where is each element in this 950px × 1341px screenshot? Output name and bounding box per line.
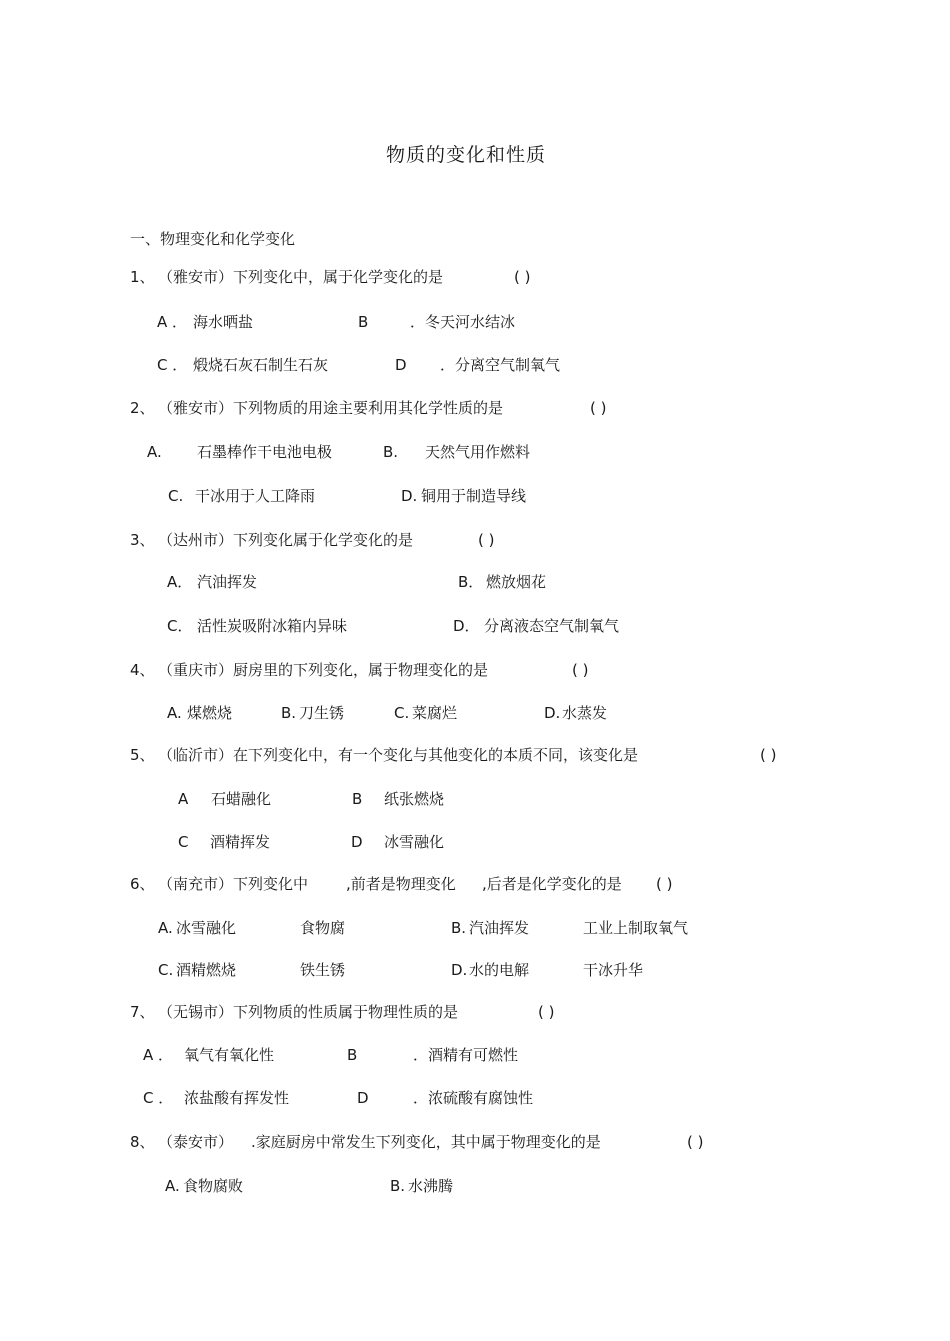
question-stem: （重庆市）厨房里的下列变化，属于物理变化的是	[158, 661, 489, 679]
option-text: ．酒精有可燃性	[413, 1046, 519, 1064]
option-text: 海水晒盐	[193, 313, 254, 331]
option-letter: B.	[383, 443, 399, 461]
option-text: 汽油挥发	[197, 573, 258, 591]
option-letter: D．	[453, 617, 480, 635]
option-letter: C ．	[143, 1089, 174, 1107]
option-text: 冰雪融化	[384, 833, 445, 851]
option-letter: A ．	[143, 1046, 174, 1064]
answer-paren: ( )	[656, 875, 673, 893]
option-text: 铜用于制造导线	[421, 487, 527, 505]
section-heading: 一、物理变化和化学变化	[130, 230, 296, 248]
option-text-2: 铁生锈	[300, 961, 346, 979]
option-text: 石蜡融化	[211, 790, 272, 808]
option-text: 酒精燃烧	[176, 961, 237, 979]
option-text: 分离液态空气制氧气	[484, 617, 620, 635]
option-letter: A ．	[157, 313, 188, 331]
option-letter: B	[358, 313, 369, 331]
option-text: 食物腐败	[183, 1177, 244, 1195]
option-letter: C ．	[157, 356, 188, 374]
option-letter: A.	[147, 443, 162, 461]
question-number: 1、	[130, 268, 155, 286]
question-stem-part: ,前者是物理变化	[346, 875, 456, 893]
option-text-2: 工业上制取氧气	[583, 919, 689, 937]
option-text: 氧气有氧化性	[184, 1046, 275, 1064]
page-title: 物质的变化和性质	[386, 144, 547, 166]
option-letter: B	[347, 1046, 358, 1064]
question-number: 2、	[130, 399, 155, 417]
option-letter: A.	[158, 919, 173, 937]
question-stem: （达州市）下列变化属于化学变化的是	[158, 531, 414, 549]
question-number: 6、	[130, 875, 155, 893]
option-letter: D	[395, 356, 407, 374]
option-letter: A.	[167, 704, 182, 722]
option-letter: A.	[165, 1177, 180, 1195]
answer-paren: ( )	[572, 661, 589, 679]
option-letter: D	[351, 833, 363, 851]
question-number: 7、	[130, 1003, 155, 1021]
option-letter: D.	[544, 704, 561, 722]
option-text: 纸张燃烧	[384, 790, 445, 808]
question-number: 4、	[130, 661, 155, 679]
option-letter: C．	[167, 617, 193, 635]
question-stem: （临沂市）在下列变化中，有一个变化与其他变化的本质不同，该变化是	[158, 746, 639, 764]
option-text: 干冰用于人工降雨	[195, 487, 316, 505]
option-letter: C	[178, 833, 189, 851]
option-text: 刀生锈	[299, 704, 345, 722]
option-letter: B.	[281, 704, 297, 722]
answer-paren: ( )	[687, 1133, 704, 1151]
option-text: ．浓硫酸有腐蚀性	[413, 1089, 534, 1107]
question-stem: （泰安市）	[158, 1133, 234, 1151]
option-text: 水的电解	[469, 961, 530, 979]
option-text-2: 食物腐	[300, 919, 346, 937]
option-letter: D.	[401, 487, 418, 505]
option-text: 菜腐烂	[412, 704, 458, 722]
option-text: 活性炭吸附冰箱内异味	[197, 617, 348, 635]
option-text: 水蒸发	[562, 704, 608, 722]
option-letter: B	[352, 790, 363, 808]
answer-paren: ( )	[760, 746, 777, 764]
option-text: ．冬天河水结冰	[410, 313, 516, 331]
option-letter: A	[178, 790, 189, 808]
option-letter: D	[357, 1089, 369, 1107]
question-stem: （雅安市）下列变化中，属于化学变化的是	[158, 268, 444, 286]
question-number: 8、	[130, 1133, 155, 1151]
question-stem: （无锡市）下列物质的性质属于物理性质的是	[158, 1003, 459, 1021]
option-letter: C.	[168, 487, 184, 505]
option-text: ．分离空气制氧气	[440, 356, 561, 374]
question-stem-part: ,后者是化学变化的是	[482, 875, 622, 893]
option-letter: B.	[451, 919, 467, 937]
option-letter: B．	[458, 573, 484, 591]
answer-paren: ( )	[514, 268, 531, 286]
option-letter: C.	[394, 704, 410, 722]
option-text: 浓盐酸有挥发性	[184, 1089, 290, 1107]
question-stem-part: .家庭厨房中常发生下列变化，其中属于物理变化的是	[251, 1133, 601, 1151]
option-text-2: 干冰升华	[583, 961, 644, 979]
option-letter: A．	[167, 573, 193, 591]
option-letter: C.	[158, 961, 174, 979]
option-text: 石墨棒作干电池电极	[197, 443, 333, 461]
question-stem: （雅安市）下列物质的用途主要利用其化学性质的是	[158, 399, 504, 417]
question-stem: （南充市）下列变化中	[158, 875, 309, 893]
option-text: 水沸腾	[408, 1177, 454, 1195]
answer-paren: ( )	[538, 1003, 555, 1021]
option-text: 冰雪融化	[176, 919, 237, 937]
answer-paren: ( )	[478, 531, 495, 549]
option-text: 天然气用作燃料	[425, 443, 531, 461]
option-letter: B.	[390, 1177, 406, 1195]
option-letter: D.	[451, 961, 468, 979]
option-text: 汽油挥发	[469, 919, 530, 937]
option-text: 煅烧石灰石制生石灰	[193, 356, 329, 374]
question-number: 5、	[130, 746, 155, 764]
option-text: 燃放烟花	[486, 573, 547, 591]
question-number: 3、	[130, 531, 155, 549]
option-text: 煤燃烧	[187, 704, 233, 722]
answer-paren: ( )	[590, 399, 607, 417]
option-text: 酒精挥发	[210, 833, 271, 851]
